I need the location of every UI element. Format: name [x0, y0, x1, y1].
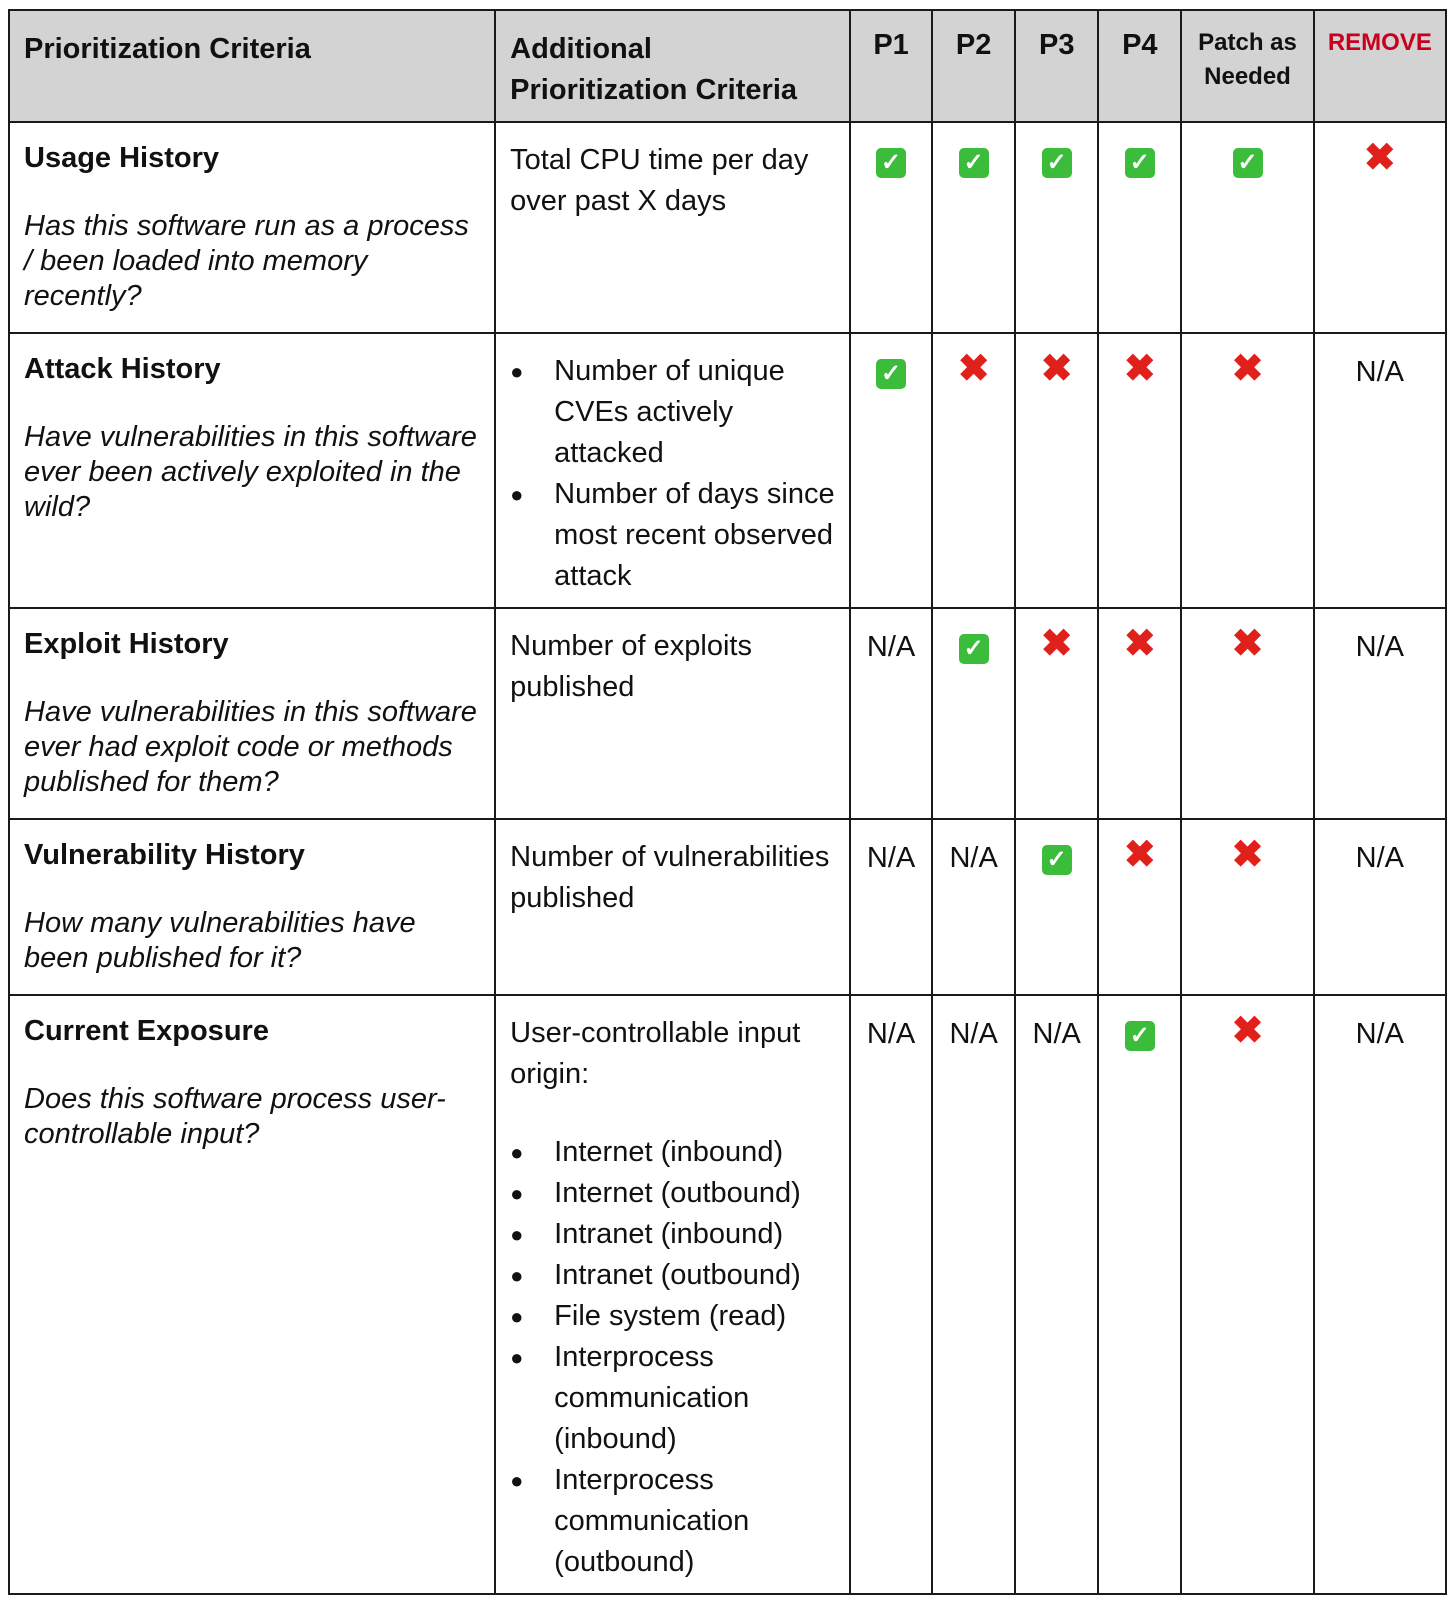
list-item: ● Internet (inbound): [510, 1132, 835, 1173]
cross-icon: ✖: [1123, 834, 1156, 876]
table-row: [9, 333, 1446, 608]
header-p1: P1: [850, 10, 932, 122]
list-item: ● File system (read): [510, 1296, 835, 1337]
additional-criteria-list: [510, 1132, 835, 1583]
na-label: N/A: [1355, 842, 1404, 874]
criteria-question: Have vulnerabilities in this software ever been actively exploited in the wild?: [24, 421, 477, 523]
mark-cell-p1: [850, 333, 932, 608]
criteria-title: Attack History: [24, 353, 221, 385]
criteria-cell: [9, 608, 495, 819]
na-label: N/A: [949, 1018, 998, 1050]
mark-cell-p1: [850, 122, 932, 333]
mark-cell-p1: [850, 819, 932, 995]
criteria-cell: [9, 995, 495, 1594]
criteria-title: Usage History: [24, 142, 220, 174]
mark-cell-remove: [1314, 819, 1446, 995]
header-additional: Additional Prioritization Criteria: [495, 10, 850, 122]
additional-criteria-cell: [495, 122, 850, 333]
cross-icon: ✖: [1231, 834, 1264, 876]
criteria-title: Vulnerability History: [24, 839, 305, 871]
additional-criteria-text: User-controllable input origin:: [510, 1017, 801, 1090]
mark-cell-p4: [1098, 608, 1181, 819]
check-icon: ✓: [959, 148, 989, 178]
mark-cell-p3: [1015, 819, 1098, 995]
header-criteria: Prioritization Criteria: [9, 10, 495, 122]
na-label: N/A: [1032, 1018, 1081, 1050]
cross-icon: ✖: [1040, 348, 1073, 390]
additional-criteria-cell: [495, 333, 850, 608]
header-remove: REMOVE: [1314, 10, 1446, 122]
additional-criteria-text: Total CPU time per day over past X days: [510, 144, 809, 217]
check-icon: ✓: [1042, 845, 1072, 875]
additional-criteria-text: Number of exploits published: [510, 630, 752, 703]
mark-cell-patch-as-needed: [1181, 333, 1313, 608]
na-label: N/A: [949, 842, 998, 874]
cross-icon: ✖: [1231, 348, 1264, 390]
cross-icon: ✖: [1040, 623, 1073, 665]
table-row: [9, 995, 1446, 1594]
table-row: [9, 608, 1446, 819]
mark-cell-p2: [932, 819, 1015, 995]
cross-icon: ✖: [1123, 348, 1156, 390]
mark-cell-p4: [1098, 122, 1181, 333]
mark-cell-p4: [1098, 995, 1181, 1594]
table-row: [9, 819, 1446, 995]
mark-cell-remove: [1314, 333, 1446, 608]
check-icon: ✓: [1233, 148, 1263, 178]
criteria-cell: [9, 333, 495, 608]
mark-cell-p3: [1015, 995, 1098, 1594]
na-label: N/A: [866, 1018, 916, 1050]
list-item: ● Intranet (outbound): [510, 1255, 835, 1296]
header-patch-as-needed: Patch as Needed: [1181, 10, 1313, 122]
check-icon: ✓: [959, 634, 989, 664]
header-p3: P3: [1015, 10, 1098, 122]
mark-cell-p2: [932, 122, 1015, 333]
list-item: ● Internet (outbound): [510, 1173, 835, 1214]
na-label: N/A: [1355, 356, 1404, 388]
list-item: ● Number of unique CVEs actively attacked: [510, 351, 835, 474]
mark-cell-remove: [1314, 995, 1446, 1594]
criteria-question: Has this software run as a process / been loaded into memory recently?: [24, 210, 469, 312]
na-label: N/A: [866, 842, 916, 874]
header-p2: P2: [932, 10, 1015, 122]
check-icon: ✓: [1125, 1021, 1155, 1051]
mark-cell-p3: [1015, 122, 1098, 333]
header-row: [9, 10, 1446, 122]
check-icon: ✓: [876, 359, 906, 389]
criteria-cell: [9, 122, 495, 333]
mark-cell-p3: [1015, 608, 1098, 819]
mark-cell-p1: [850, 995, 932, 1594]
check-icon: ✓: [1042, 148, 1072, 178]
mark-cell-p2: [932, 995, 1015, 1594]
additional-criteria-cell: [495, 995, 850, 1594]
list-item: ● Number of days since most recent observed attack: [510, 474, 835, 597]
mark-cell-patch-as-needed: [1181, 608, 1313, 819]
criteria-question: How many vulnerabilities have been published for it?: [24, 907, 416, 974]
table-body: [9, 122, 1446, 1594]
list-item: ● Interprocess communication (inbound): [510, 1337, 835, 1460]
list-item: ● Interprocess communication (outbound): [510, 1460, 835, 1583]
table-row: [9, 122, 1446, 333]
criteria-cell: [9, 819, 495, 995]
additional-criteria-list: [510, 351, 835, 597]
mark-cell-patch-as-needed: [1181, 122, 1313, 333]
criteria-question: Have vulnerabilities in this software ever had exploit code or methods published for them?: [24, 696, 477, 798]
check-icon: ✓: [1125, 148, 1155, 178]
na-label: N/A: [1355, 631, 1404, 663]
header-p4: P4: [1098, 10, 1181, 122]
additional-criteria-cell: [495, 608, 850, 819]
mark-cell-remove: [1314, 608, 1446, 819]
cross-icon: ✖: [1231, 1010, 1264, 1052]
na-label: N/A: [866, 631, 916, 663]
prioritization-table: [8, 9, 1447, 1595]
cross-icon: ✖: [1363, 137, 1396, 179]
criteria-question: Does this software process user-controllable input?: [24, 1083, 446, 1150]
check-icon: ✓: [876, 148, 906, 178]
additional-criteria-cell: [495, 819, 850, 995]
additional-criteria-text: Number of vulnerabilities published: [510, 841, 830, 914]
mark-cell-p3: [1015, 333, 1098, 608]
mark-cell-p4: [1098, 819, 1181, 995]
cross-icon: ✖: [957, 348, 990, 390]
mark-cell-p2: [932, 333, 1015, 608]
criteria-title: Current Exposure: [24, 1015, 269, 1047]
mark-cell-p4: [1098, 333, 1181, 608]
mark-cell-patch-as-needed: [1181, 995, 1313, 1594]
cross-icon: ✖: [1123, 623, 1156, 665]
cross-icon: ✖: [1231, 623, 1264, 665]
mark-cell-p1: [850, 608, 932, 819]
mark-cell-remove: [1314, 122, 1446, 333]
na-label: N/A: [1355, 1018, 1404, 1050]
list-item: ● Intranet (inbound): [510, 1214, 835, 1255]
mark-cell-patch-as-needed: [1181, 819, 1313, 995]
mark-cell-p2: [932, 608, 1015, 819]
criteria-title: Exploit History: [24, 628, 229, 660]
